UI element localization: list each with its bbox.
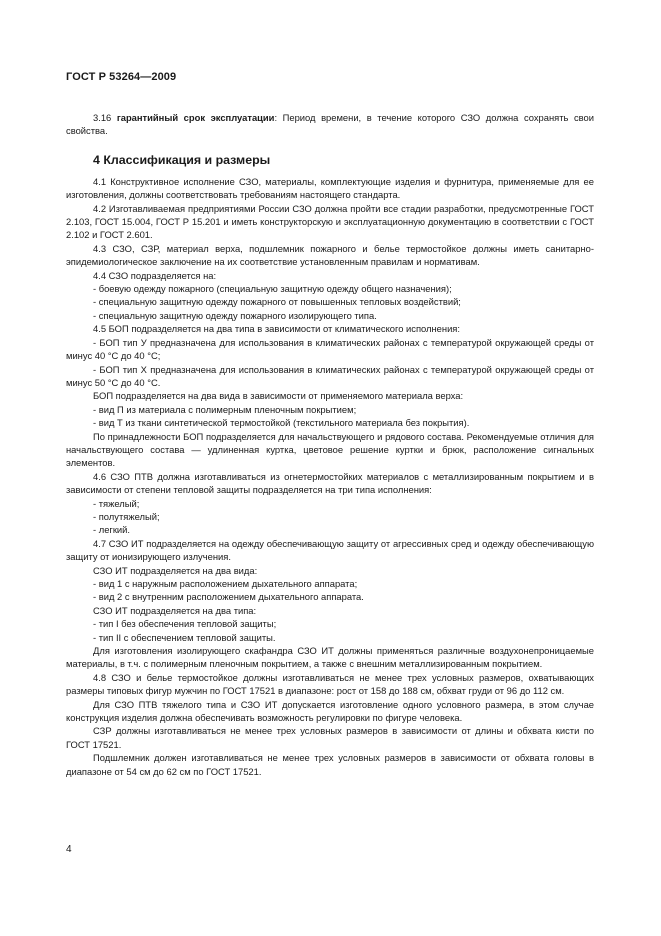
paragraph-4-1: 4.1 Конструктивное исполнение СЗО, материалы, комплектующие изделия и фурнитура, применяемые для ее изготовления, должны соответствовать требованиям настоящего стандарта. (66, 175, 594, 201)
document-body (66, 111, 594, 778)
paragraph-4-7: 4.7 СЗО ИТ подразделяется на одежду обеспечивающую защиту от агрессивных сред и одежду обеспечивающую защиту от ионизирующего излучения. (66, 537, 594, 563)
clause-3-16 (66, 111, 594, 138)
list-item: - легкий. (93, 524, 131, 536)
document-header: ГОСТ Р 53264—2009 (66, 71, 177, 83)
list-item: - вид 2 с внутренним расположением дыхательного аппарата. (93, 591, 364, 603)
paragraph: По принадлежности БОП подразделяется для начальствующего и рядового состава. Рекомендуемые отличия для начальствующего состава — удлиненная куртка, цветовое решение куртки и брюк, расположение сигнальных элементов. (66, 430, 594, 469)
list-item: - специальную защитную одежду пожарного изолирующего типа. (93, 309, 377, 321)
paragraph: СЗР должны изготавливаться не менее трех условных размеров в зависимости от длины и обхвата кисти по ГОСТ 17521. (66, 725, 594, 750)
list-item: - тип I без обеспечения тепловой защиты; (93, 618, 277, 630)
paragraph: Для СЗО ПТВ тяжелого типа и СЗО ИТ допускается изготовление одного условного размера, в этом случае конструкция изделия должна обеспечивать возможность регулировки по фигуре человека. (66, 698, 594, 724)
list-item: - БОП тип У предназначена для использования в климатических районах с температурой окружающей среды от минус 40 °С до 40 °С; (66, 336, 594, 362)
paragraph-4-5: 4.5 БОП подразделяется на два типа в зависимости от климатического исполнения: (93, 323, 460, 335)
paragraph-4-3: 4.3 СЗО, СЗР, материал верха, подшлемник пожарного и белье термостойкое должны иметь санитарно-эпидемиологическое заключение на их соответствие установленным правилам и нормативам. (66, 242, 594, 268)
paragraph: СЗО ИТ подразделяется на два вида: (93, 564, 258, 576)
paragraph: СЗО ИТ подразделяется на два типа: (93, 604, 257, 616)
list-item: - вид П из материала с полимерным пленочным покрытием; (93, 403, 357, 415)
spacer (66, 138, 594, 147)
paragraph-4-4: 4.4 СЗО подразделяется на: (93, 269, 217, 281)
clause-term: гарантийный срок эксплуатации (116, 112, 275, 123)
list-item: - боевую одежду пожарного (специальную защитную одежду общего назначения); (93, 283, 452, 295)
paragraph: Подшлемник должен изготавливаться не менее трех условных размеров в зависимости от обхвата головы в диапазоне от 54 см до 62 см по ГОСТ 17521. (66, 752, 594, 777)
clause-number: 3.16 (93, 112, 117, 123)
paragraph-4-6: 4.6 СЗО ПТВ должна изготавливаться из огнетермостойких материалов с металлизированным покрытием и в зависимости от степени тепловой защиты подразделяется на три типа исполнения: (66, 470, 594, 496)
list-item: - тип II с обеспечением тепловой защиты. (93, 631, 276, 643)
clause-definition: : Период времени, в течение которого СЗО должна сохранять свои свойства. (66, 112, 594, 137)
paragraph-4-8: 4.8 СЗО и белье термостойкое должны изготавливаться не менее трех условных размеров, охватывающих размеры типовых фигур мужчин по ГОСТ 17521 в диапазоне: рост от 158 до 188 см, обхват груди от 96 до 112 см. (66, 671, 594, 697)
list-item: - БОП тип X предназначена для использования в климатических районах с температурой окружающей среды от минус 50 °С до 40 °С. (66, 363, 594, 388)
paragraph-4-2: 4.2 Изготавливаемая предприятиями России СЗО должна пройти все стадии разработки, предусмотренные ГОСТ 2.103, ГОСТ 15.004, ГОСТ Р 15.201 и иметь конструкторскую и эксплуатационную документацию в соответствии с ГОСТ 2.102 и ГОСТ 2.601. (66, 202, 594, 241)
page-number: 4 (66, 844, 72, 855)
paragraph: Для изготовления изолирующего скафандра СЗО ИТ должны применяться различные воздухонепроницаемые материалы, в т.ч. с полимерным пленочным покрытием, а также с внешним металлизированным покрытием. (66, 645, 594, 670)
list-item: - вид 1 с наружным расположением дыхательного аппарата; (93, 578, 358, 589)
list-item: - специальную защитную одежду пожарного от повышенных тепловых воздействий; (93, 296, 461, 308)
list-item: - тяжелый; (93, 497, 140, 509)
paragraph: БОП подразделяется на два вида в зависимости от применяемого материала верха: (93, 390, 464, 402)
list-item: - полутяжелый; (93, 510, 160, 522)
section-heading: 4 Классификация и размеры (93, 152, 271, 167)
list-item: - вид Т из ткани синтетической термостойкой (текстильного материала без покрытия). (93, 417, 470, 429)
